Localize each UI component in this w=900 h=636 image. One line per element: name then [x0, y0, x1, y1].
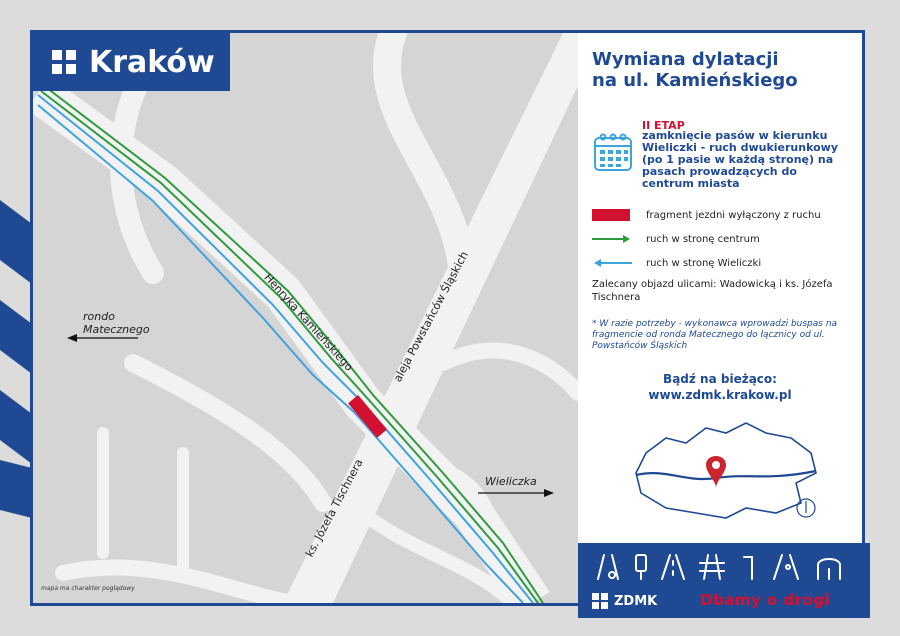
pedestrian-road-icon	[774, 555, 798, 579]
road-icon	[662, 555, 684, 579]
rondo-line2: Matecznego	[83, 323, 150, 336]
legend-closed-label: fragment jezdni wyłączony z ruchu	[646, 209, 821, 221]
footer-slogan: Dbamy o drogi	[700, 591, 831, 609]
etap-label: II ETAP	[642, 119, 685, 132]
info-panel	[578, 33, 862, 543]
zdmk-logo-icon	[592, 593, 608, 609]
street-tischnera-label: ks. Józefa Tischnera	[303, 456, 366, 560]
title-line1: Wymiana dylatacji	[592, 49, 779, 70]
zdmk-logo-text: ZDMK	[614, 593, 658, 609]
location-pin-icon	[706, 456, 726, 488]
street-powstancow-label: aleja Powstańców Śląskich	[391, 249, 471, 385]
road-bike-icon	[598, 555, 618, 579]
direction-rondo-label	[83, 310, 150, 336]
map-note: mapa ma charakter poglądowy	[41, 585, 135, 592]
traffic-light-icon	[636, 555, 646, 579]
stay-updated	[578, 371, 862, 403]
legend-wieliczka	[592, 255, 761, 271]
footer-icons	[592, 553, 852, 581]
website-link[interactable]: www.zdmk.krakow.pl	[648, 388, 792, 402]
green-arrow-icon	[592, 232, 632, 246]
info-title	[592, 49, 847, 91]
zdmk-logo	[592, 593, 657, 609]
note-text: * W razie potrzeby - wykonawca wprowadzi buspas na fragmencie od ronda Matecznego do łącznicy od ul. Powstańców Śląskich	[592, 319, 838, 351]
tunnel-icon	[818, 559, 840, 579]
calendar-icon	[592, 131, 634, 173]
footer-bar	[578, 543, 870, 618]
legend-wieliczka-label: ruch w stronę Wieliczki	[646, 257, 762, 269]
street-lamp-icon	[744, 557, 752, 579]
street-kamienskiego-label: Henryka Kamieńskiego	[261, 271, 356, 374]
etap-description: zamknięcie pasów w kierunku Wieliczki - ruch dwukierunkowy (po 1 pasie w każdą stronę) na pasach prowadzących do centrum miasta	[642, 129, 838, 190]
blue-arrow-icon	[592, 256, 632, 270]
city-outline-map	[626, 413, 826, 523]
logo-title: Kraków	[89, 44, 215, 80]
closed-swatch	[592, 208, 632, 222]
legend-center	[592, 231, 760, 247]
direction-wieliczka-label: Wieliczka	[485, 475, 537, 488]
krakow-logo-icon	[51, 49, 77, 75]
tram-track-icon	[700, 555, 724, 579]
detour-text: Zalecany objazd ulicami: Wadowicką i ks. Józefa Tischnera	[592, 279, 833, 303]
rondo-line1: rondo	[83, 310, 115, 323]
stay-updated-line1: Bądź na bieżąco:	[663, 372, 777, 386]
legend-closed	[592, 207, 821, 223]
legend-center-label: ruch w stronę centrum	[646, 233, 760, 245]
title-line2: na ul. Kamieńskiego	[592, 70, 798, 91]
krakow-logo	[33, 33, 230, 91]
